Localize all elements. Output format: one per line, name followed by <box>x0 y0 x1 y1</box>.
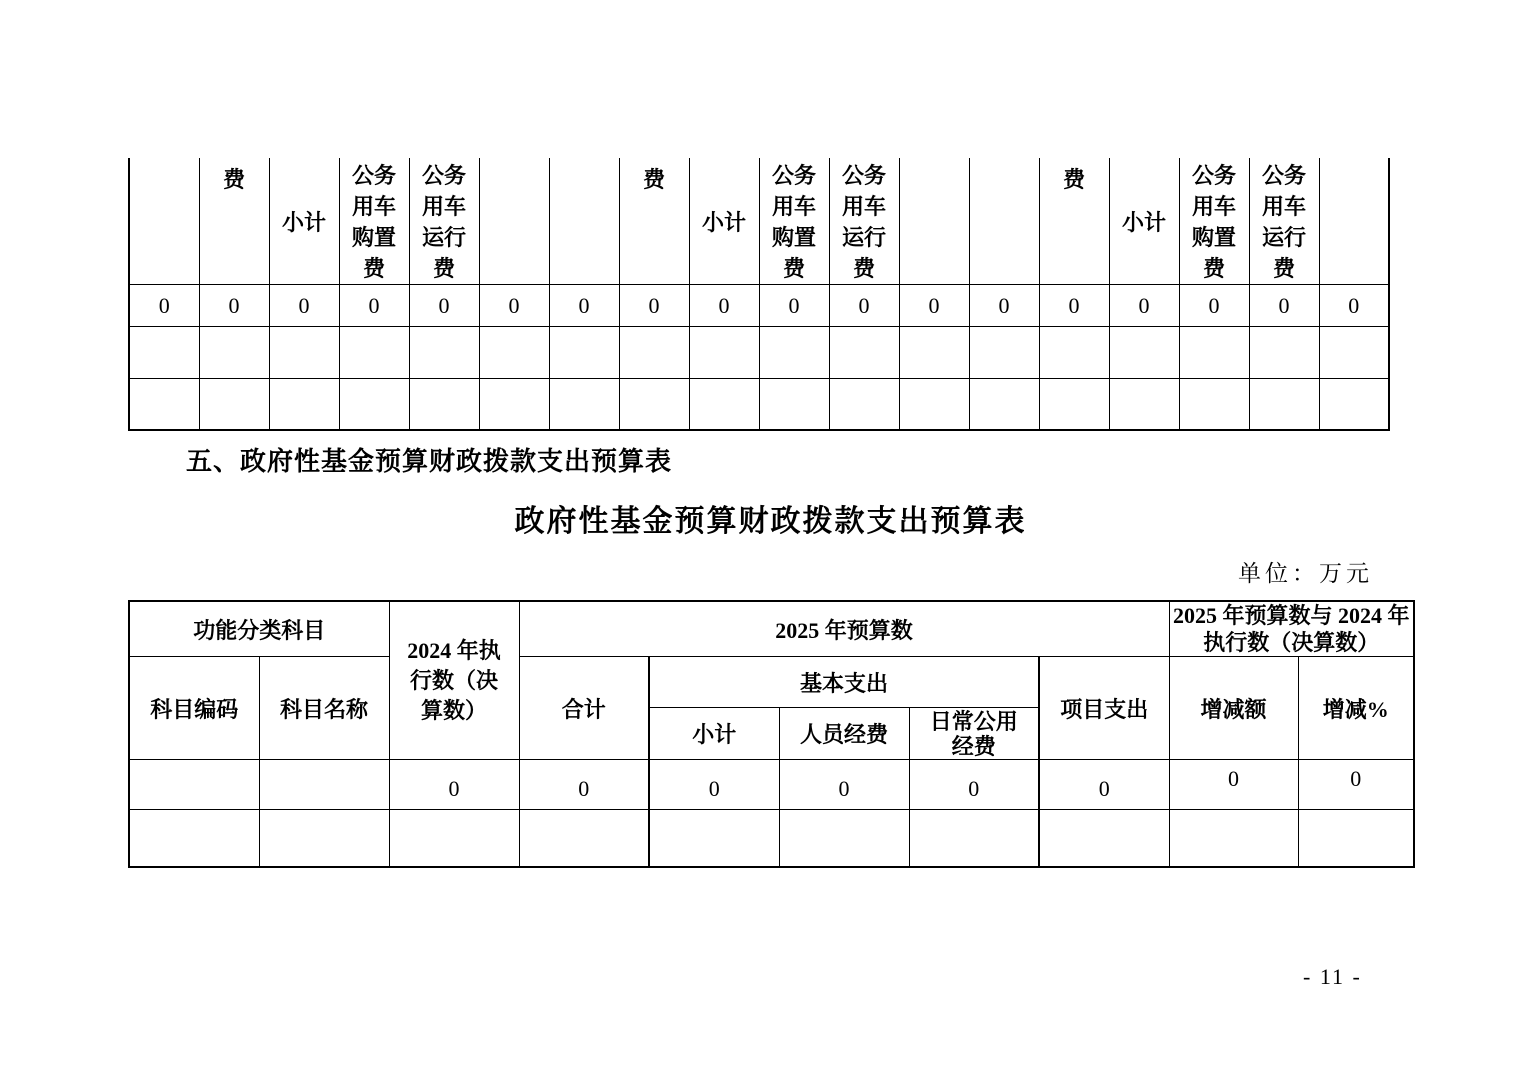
value-cell: 0 <box>549 285 619 327</box>
empty-cell <box>269 327 339 379</box>
empty-cell <box>899 327 969 379</box>
value-cell: 0 <box>649 760 779 810</box>
value-cell: 0 <box>1249 285 1319 327</box>
empty-cell <box>409 379 479 430</box>
value-cell: 0 <box>479 285 549 327</box>
value-cell <box>259 760 389 810</box>
header-change-amount: 增减额 <box>1169 657 1298 760</box>
table-header-row <box>129 657 1414 708</box>
header-subject-code: 科目编码 <box>129 657 259 760</box>
value-cell: 0 <box>199 285 269 327</box>
empty-cell <box>1039 810 1169 867</box>
empty-cell <box>1298 810 1414 867</box>
table-empty-row <box>129 327 1389 379</box>
header-cell <box>1319 158 1389 285</box>
page-number: - 11 - <box>1303 964 1362 989</box>
header-project-expenditure: 项目支出 <box>1039 657 1169 760</box>
header-2024-execution: 2024 年执行数（决算数） <box>389 601 519 760</box>
header-cell <box>969 158 1039 285</box>
empty-cell <box>689 379 759 430</box>
empty-cell <box>339 379 409 430</box>
empty-cell <box>619 327 689 379</box>
header-cell-subtotal: 小计 <box>269 158 339 285</box>
value-cell: 0 <box>829 285 899 327</box>
header-cell-vehicle-purchase: 公务用车购置费 <box>1179 158 1249 285</box>
value-cell: 0 <box>339 285 409 327</box>
empty-cell <box>1249 379 1319 430</box>
header-subtotal: 小计 <box>649 708 779 760</box>
unit-label: 单位：万元 <box>1238 561 1373 586</box>
empty-cell <box>389 810 519 867</box>
table-value-row <box>129 285 1389 327</box>
header-cell-vehicle-purchase: 公务用车购置费 <box>339 158 409 285</box>
empty-cell <box>409 327 479 379</box>
empty-cell <box>619 379 689 430</box>
empty-cell <box>779 810 909 867</box>
empty-cell <box>1039 379 1109 430</box>
header-personnel: 人员经费 <box>779 708 909 760</box>
empty-cell <box>199 327 269 379</box>
empty-cell <box>1249 327 1319 379</box>
table-header-row <box>129 158 1389 285</box>
value-cell: 0 <box>1169 760 1298 810</box>
empty-cell <box>519 810 649 867</box>
header-cell-vehicle-operating: 公务用车运行费 <box>1249 158 1319 285</box>
empty-cell <box>129 327 199 379</box>
header-total: 合计 <box>519 657 649 760</box>
empty-cell <box>479 379 549 430</box>
value-cell: 0 <box>409 285 479 327</box>
empty-cell <box>199 379 269 430</box>
sangong-continuation-table <box>128 158 1390 431</box>
empty-cell <box>339 327 409 379</box>
value-cell: 0 <box>1319 285 1389 327</box>
empty-cell <box>759 327 829 379</box>
empty-cell <box>649 810 779 867</box>
header-basic-expenditure: 基本支出 <box>649 657 1039 708</box>
table-empty-row <box>129 810 1414 867</box>
table-title: 政府性基金预算财政拨款支出预算表 <box>514 505 1027 538</box>
empty-cell <box>969 379 1039 430</box>
government-fund-budget-table <box>128 600 1415 868</box>
value-cell: 0 <box>909 760 1039 810</box>
value-cell: 0 <box>269 285 339 327</box>
value-cell: 0 <box>519 760 649 810</box>
header-cell-fee: 费 <box>199 158 269 285</box>
empty-cell <box>129 379 199 430</box>
value-cell: 0 <box>619 285 689 327</box>
empty-cell <box>479 327 549 379</box>
header-comparison: 2025 年预算数与 2024 年执行数（决算数） <box>1169 601 1414 657</box>
empty-cell <box>829 327 899 379</box>
header-cell <box>479 158 549 285</box>
header-cell-vehicle-operating: 公务用车运行费 <box>829 158 899 285</box>
header-daily-public: 日常公用经费 <box>909 708 1039 760</box>
empty-cell <box>1109 327 1179 379</box>
empty-cell <box>1319 379 1389 430</box>
table-empty-row <box>129 379 1389 430</box>
value-cell: 0 <box>129 285 199 327</box>
empty-cell <box>689 327 759 379</box>
empty-cell <box>899 379 969 430</box>
value-cell: 0 <box>689 285 759 327</box>
value-cell: 0 <box>389 760 519 810</box>
empty-cell <box>909 810 1039 867</box>
header-cell-vehicle-operating: 公务用车运行费 <box>409 158 479 285</box>
header-cell-vehicle-purchase: 公务用车购置费 <box>759 158 829 285</box>
value-cell: 0 <box>1179 285 1249 327</box>
empty-cell <box>829 379 899 430</box>
header-cell-subtotal: 小计 <box>1109 158 1179 285</box>
value-cell <box>129 760 259 810</box>
value-cell: 0 <box>1039 760 1169 810</box>
header-cell-subtotal: 小计 <box>689 158 759 285</box>
empty-cell <box>549 327 619 379</box>
header-cell <box>899 158 969 285</box>
table-value-row <box>129 760 1414 810</box>
header-change-percent: 增减% <box>1298 657 1414 760</box>
value-cell: 0 <box>779 760 909 810</box>
empty-cell <box>969 327 1039 379</box>
empty-cell <box>1039 327 1109 379</box>
header-2025-budget: 2025 年预算数 <box>519 601 1169 657</box>
header-subject-name: 科目名称 <box>259 657 389 760</box>
empty-cell <box>259 810 389 867</box>
empty-cell <box>1169 810 1298 867</box>
empty-cell <box>549 379 619 430</box>
section-heading: 五、政府性基金预算财政拨款支出预算表 <box>186 446 673 476</box>
empty-cell <box>1179 379 1249 430</box>
value-cell: 0 <box>759 285 829 327</box>
empty-cell <box>269 379 339 430</box>
value-cell: 0 <box>899 285 969 327</box>
empty-cell <box>1179 327 1249 379</box>
value-cell: 0 <box>1039 285 1109 327</box>
table-header-row <box>129 601 1414 657</box>
header-cell <box>129 158 199 285</box>
value-cell: 0 <box>969 285 1039 327</box>
header-functional-category: 功能分类科目 <box>129 601 389 657</box>
empty-cell <box>1109 379 1179 430</box>
empty-cell <box>759 379 829 430</box>
header-cell-fee: 费 <box>619 158 689 285</box>
header-cell <box>549 158 619 285</box>
value-cell: 0 <box>1109 285 1179 327</box>
header-cell-fee: 费 <box>1039 158 1109 285</box>
empty-cell <box>1319 327 1389 379</box>
empty-cell <box>129 810 259 867</box>
value-cell: 0 <box>1298 760 1414 810</box>
